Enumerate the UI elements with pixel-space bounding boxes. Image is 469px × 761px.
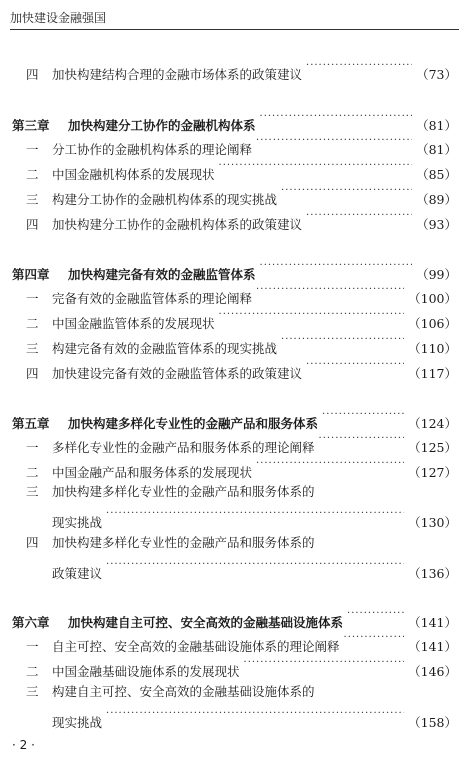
toc-entry-title: 中国金融机构体系的发展现状 <box>52 167 215 182</box>
toc-page-number: （99） <box>416 267 457 282</box>
dot-leader <box>281 184 412 204</box>
toc-entry[interactable] <box>12 482 457 502</box>
toc-entry-title: 加快构建分工协作的金融机构体系的政策建议 <box>52 217 303 232</box>
toc-entry-title: 加快建设完备有效的金融监管体系的政策建议 <box>52 366 303 381</box>
toc-entry-number: 三 <box>26 192 39 207</box>
toc-entry-title: 构建完备有效的金融监管体系的现实挑战 <box>52 341 278 356</box>
toc-entry-title: 加快构建多样化专业性的金融产品和服务体系 <box>68 416 319 431</box>
toc-entry-number: 第四章 <box>12 267 50 282</box>
toc-entry-number: 一 <box>26 142 39 157</box>
toc-page-number: （73） <box>416 67 457 82</box>
dot-leader <box>244 656 405 676</box>
toc-entry-number: 一 <box>26 291 39 306</box>
toc-page-number: （85） <box>416 167 457 182</box>
header-rule <box>10 29 459 30</box>
toc-entry[interactable] <box>12 358 457 381</box>
dot-leader <box>106 558 404 578</box>
toc-entry-number: 二 <box>26 465 39 480</box>
toc-entry-title: 中国金融监管体系的发展现状 <box>52 316 215 331</box>
toc-entry-number: 二 <box>26 167 39 182</box>
dot-leader <box>260 259 413 279</box>
toc-chapter[interactable] <box>12 408 457 431</box>
toc-page-number: （146） <box>408 664 457 679</box>
toc-page-number: （106） <box>408 316 457 331</box>
toc-entry-title: 加快构建完备有效的金融监管体系 <box>68 267 256 282</box>
dot-leader <box>281 333 404 353</box>
toc-page-number: （124） <box>408 416 457 431</box>
toc-entry-number: 四 <box>26 217 39 232</box>
toc-entry[interactable] <box>12 631 457 654</box>
toc-entry[interactable] <box>12 134 457 157</box>
dot-leader <box>106 707 404 727</box>
toc-page-number: （141） <box>408 639 457 654</box>
toc-entry-title: 加快构建多样化专业性的金融产品和服务体系的 <box>52 535 315 550</box>
toc-entry[interactable] <box>12 308 457 331</box>
toc-entry[interactable] <box>12 682 457 702</box>
toc-entry-title: 自主可控、安全高效的金融基础设施体系的理论阐释 <box>52 639 340 654</box>
toc-entry-number: 二 <box>26 316 39 331</box>
dot-leader <box>106 507 404 527</box>
toc-chapter[interactable] <box>12 607 457 630</box>
toc-entry-number: 四 <box>26 67 39 82</box>
toc-entry-title: 中国金融产品和服务体系的发展现状 <box>52 465 253 480</box>
dot-leader <box>219 159 413 179</box>
toc-entry-number: 三 <box>26 684 39 699</box>
dot-leader <box>347 607 404 627</box>
toc-entry-title: 加快构建结构合理的金融市场体系的政策建议 <box>52 67 303 82</box>
dot-leader <box>256 134 412 154</box>
toc-entry[interactable] <box>12 432 457 455</box>
toc-entry-number: 四 <box>26 535 39 550</box>
toc-entry-number: 第六章 <box>12 615 50 630</box>
toc-entry-number: 第五章 <box>12 416 50 431</box>
toc-entry[interactable] <box>12 159 457 182</box>
toc-entry[interactable] <box>12 283 457 306</box>
toc-page-number: （89） <box>416 192 457 207</box>
toc-page-number: （158） <box>408 715 457 730</box>
dot-leader <box>306 59 412 79</box>
toc-entry-title: 加快构建分工协作的金融机构体系 <box>68 118 256 133</box>
toc-page-number: （141） <box>408 615 457 630</box>
page-number: · 2 · <box>12 738 35 752</box>
toc-entry-title: 分工协作的金融机构体系的理论阐释 <box>52 142 253 157</box>
toc-entry-number: 一 <box>26 639 39 654</box>
dot-leader <box>256 457 404 477</box>
toc-entry[interactable] <box>12 209 457 232</box>
toc-chapter[interactable] <box>12 259 457 282</box>
toc-entry-title-cont: 现实挑战 <box>52 715 103 730</box>
toc-entry-continuation[interactable] <box>52 507 457 530</box>
toc-entry[interactable] <box>12 184 457 207</box>
dot-leader <box>306 358 404 378</box>
toc-page-number: （93） <box>416 217 457 232</box>
toc-entry-number: 四 <box>26 366 39 381</box>
toc-entry-title: 多样化专业性的金融产品和服务体系的理论阐释 <box>52 440 315 455</box>
dot-leader <box>219 308 405 328</box>
toc-page-number: （130） <box>408 515 457 530</box>
dot-leader <box>260 110 413 130</box>
dot-leader <box>344 631 405 651</box>
toc-page-number: （117） <box>408 366 457 381</box>
toc-page-number: （136） <box>408 566 457 581</box>
dot-leader <box>306 209 412 229</box>
toc-page-number: （81） <box>416 118 457 133</box>
toc-entry-title-cont: 政策建议 <box>52 566 103 581</box>
toc-entry-continuation[interactable] <box>52 558 457 581</box>
toc-entry-title: 加快构建多样化专业性的金融产品和服务体系的 <box>52 484 315 499</box>
toc-entry-number: 一 <box>26 440 39 455</box>
toc-entry-title: 构建自主可控、安全高效的金融基础设施体系的 <box>52 684 315 699</box>
toc-page-number: （81） <box>416 142 457 157</box>
toc-entry-number: 第三章 <box>12 118 50 133</box>
toc-entry-continuation[interactable] <box>52 707 457 730</box>
toc-entry-title: 完备有效的金融监管体系的理论阐释 <box>52 291 253 306</box>
toc-entry[interactable] <box>12 656 457 679</box>
toc-entry-number: 二 <box>26 664 39 679</box>
toc-entry-title: 构建分工协作的金融机构体系的现实挑战 <box>52 192 278 207</box>
toc-entry[interactable] <box>12 59 457 82</box>
dot-leader <box>322 408 404 428</box>
toc-page-number: （127） <box>408 465 457 480</box>
toc-entry-number: 三 <box>26 484 39 499</box>
running-header: 加快建设金融强国 <box>10 11 107 25</box>
dot-leader <box>319 432 405 452</box>
toc-entry[interactable] <box>12 457 457 480</box>
dot-leader <box>256 283 404 303</box>
toc-entry-number: 三 <box>26 341 39 356</box>
toc-entry[interactable] <box>12 533 457 553</box>
toc-entry-title: 中国金融基础设施体系的发展现状 <box>52 664 240 679</box>
toc-entry[interactable] <box>12 333 457 356</box>
toc-chapter[interactable] <box>12 110 457 133</box>
toc-entry-title: 加快构建自主可控、安全高效的金融基础设施体系 <box>68 615 344 630</box>
toc-page-number: （110） <box>408 341 457 356</box>
toc-page-number: （125） <box>408 440 457 455</box>
toc-page-number: （100） <box>408 291 457 306</box>
toc-entry-title-cont: 现实挑战 <box>52 515 103 530</box>
